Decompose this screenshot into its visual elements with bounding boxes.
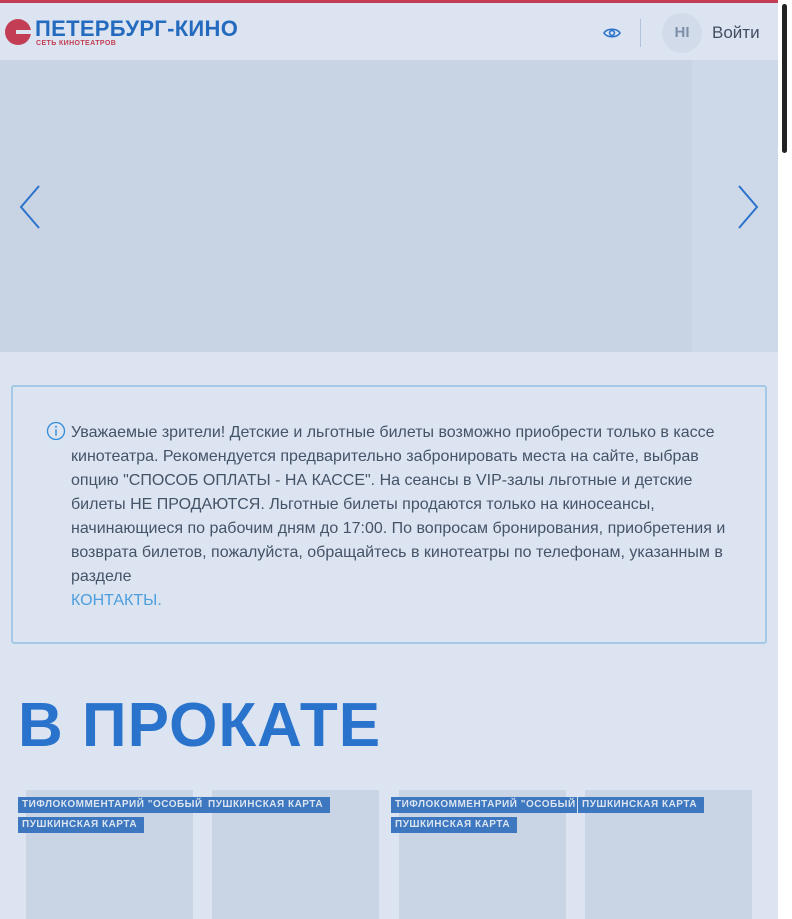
carousel-next-button[interactable]: [735, 184, 761, 230]
badge-tiflo: ТИФЛОКОММЕНТАРИЙ "ОСОБЫЙ: [18, 797, 204, 813]
logo-title: ПЕТЕРБУРГ-КИНО: [35, 16, 239, 41]
contacts-link[interactable]: КОНТАКТЫ.: [71, 592, 162, 609]
chevron-left-icon: [17, 184, 43, 230]
carousel-prev-button[interactable]: [17, 184, 43, 230]
badge-pushkin: ПУШКИНСКАЯ КАРТА: [578, 797, 704, 813]
hero-carousel: [0, 60, 778, 352]
logo-mark-icon: [5, 19, 31, 45]
avatar[interactable]: HI: [662, 13, 702, 53]
info-notice: [11, 385, 767, 644]
badge-pushkin: ПУШКИНСКАЯ КАРТА: [204, 797, 330, 813]
login-button[interactable]: Войти: [712, 23, 760, 42]
header-divider: [640, 19, 641, 47]
eye-icon: [602, 25, 622, 41]
badge-pushkin: ПУШКИНСКАЯ КАРТА: [18, 817, 144, 833]
chevron-right-icon: [735, 184, 761, 230]
badge-pushkin: ПУШКИНСКАЯ КАРТА: [391, 817, 517, 833]
accessibility-eye-button[interactable]: [602, 25, 622, 41]
site-header: [0, 0, 778, 60]
section-title: В ПРОКАТЕ: [18, 691, 382, 760]
logo-subtitle: СЕТЬ КИНОТЕАТРОВ: [36, 40, 117, 47]
scrollbar-thumb[interactable]: [782, 4, 787, 153]
logo[interactable]: [5, 16, 245, 50]
info-icon: [46, 421, 66, 441]
notice-text: Уважаемые зрители! Детские и льготные билеты возможно приобрести только в кассе кинотеатра. Рекомендуется предварительно забронировать места на сайте, выбрав опцию "СПОСОБ ОПЛАТЫ - НА КАССЕ". На сеансы в VIP-залы льготные и детские билеты НЕ ПРОДАЮТСЯ. Льготные билеты продаются только на киносеансы, начинающиеся по рабочим дням до 17:00. По вопросам бронирования, приобретения и возврата билетов, пожалуйста, обращайтесь в кинотеатры по телефонам, указанным в разделе: [71, 424, 726, 585]
badge-tiflo: ТИФЛОКОММЕНТАРИЙ "ОСОБЫЙ: [391, 797, 577, 813]
